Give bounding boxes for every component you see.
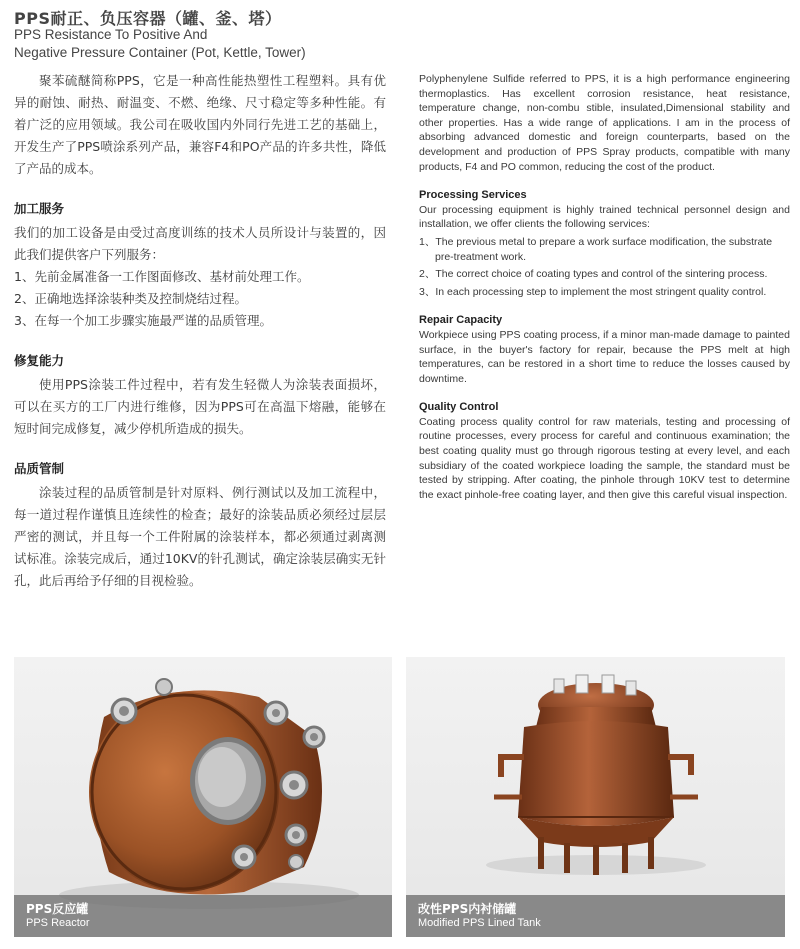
page-title-cn: PPS耐正、负压容器（罐、釜、塔） <box>14 9 282 28</box>
tank-caption-en: Modified PPS Lined Tank <box>418 917 541 929</box>
en-quality-paragraph: Coating process quality control for raw materials, testing and processing of routine processes, every process for careful and continuous examination; the best coating quality must go through rigorous testing at every level, and each subsidiary of the coated workpiece loading the sample, the standard must be tested by stripping. After coating, the pinhole through 10KV test to determine the exact pinhole-free coating layer, and then give this careful visual inspection. <box>419 415 790 501</box>
reactor-caption <box>14 895 392 937</box>
en-processing-list <box>419 235 790 299</box>
cn-processing-paragraph: 我们的加工设备是由受过高度训练的技术人员所设计与装置的，因此我们提供客户下列服务： <box>14 225 386 262</box>
list-item: 2、正确地选择涂装种类及控制烧结过程。 <box>14 291 247 306</box>
en-intro-paragraph: Polyphenylene Sulfide referred to PPS, it is a high performance engineering thermoplastics. Has excellent corrosion resistance, heat resistance, temperature change, non-combu stible, insulated,Dimensional stability and other properties. Has a wide range of applications. I am in the process of absorbing advanced domestic and foreign counterparts, based on the development and production of PPS Spray products, compatible with many products, F4 and PO common, reducing the cost of the product. <box>419 73 790 173</box>
reactor-caption-cn: PPS反应罐 <box>26 902 89 916</box>
reactor-caption-en: PPS Reactor <box>26 917 90 929</box>
en-repair-paragraph: Workpiece using PPS coating process, if a minor man-made damage to painted surface, in the buyer's factory for repair, because the PPS melt at high temperatures, can be restored in a short time to reduce the losses caused by downtime. <box>419 328 790 385</box>
en-processing-paragraph: Our processing equipment is highly trained technical personnel design and installation, we offer clients the following services: <box>419 203 790 231</box>
pps-reactor-photo <box>14 657 392 937</box>
cn-quality-heading: 品质管制 <box>14 461 65 476</box>
english-column <box>419 72 790 502</box>
list-item: 1、The previous metal to prepare a work surface modification, the substrate pre-treatment work. <box>419 235 773 263</box>
list-item: 3、In each processing step to implement the most stringent quality control. <box>419 285 767 298</box>
cn-repair-paragraph: 使用PPS涂装工件过程中，若有发生轻微人为涂装表面损坏，可以在买方的工厂内进行维修，因为PPS可在高温下熔融，能够在短时间完成修复，减少停机所造成的损失。 <box>14 377 386 436</box>
list-item: 2、The correct choice of coating types and control of the sintering process. <box>419 268 768 281</box>
tank-caption-cn: 改性PPS内衬储罐 <box>418 902 517 916</box>
page-title-en <box>14 26 306 62</box>
page-title-en-line1: PPS Resistance To Positive And <box>14 27 208 42</box>
cn-processing-heading: 加工服务 <box>14 201 65 216</box>
en-repair-heading: Repair Capacity <box>419 314 503 327</box>
en-processing-heading: Processing Services <box>419 189 527 202</box>
tank-caption <box>406 895 785 937</box>
list-item: 1、先前金属准备一工作图面修改、基材前处理工作。 <box>14 269 310 284</box>
en-quality-heading: Quality Control <box>419 401 499 414</box>
lined-tank-photo <box>406 657 785 937</box>
cn-quality-paragraph: 涂装过程的品质管制是针对原料、例行测试以及加工流程中，每一道过程作谨慎且连续性的检查；最好的涂装品质必须经过层层严密的测试，并且每一个工件附属的涂装样本，都必须通过剥离测试标准。涂装完成后，通过10KV的针孔测试，确定涂装层确实无针孔，此后再给予仔细的目视检验。 <box>14 485 386 588</box>
cn-processing-list <box>14 266 386 332</box>
cn-intro-paragraph: 聚苯硫醚简称PPS，它是一种高性能热塑性工程塑料。具有优异的耐蚀、耐热、耐温变、不燃、绝缘、尺寸稳定等多种性能。有着广泛的应用领域。我公司在吸收国内外同行先进工艺的基础上，开发生产了PPS喷涂系列产品，兼容F4和PO产品的许多共性，降低了产品的成本。 <box>14 73 386 176</box>
cn-repair-heading: 修复能力 <box>14 353 65 368</box>
chinese-column <box>14 70 386 592</box>
page-title-en-line2: Negative Pressure Container (Pot, Kettle, Tower) <box>14 45 306 60</box>
list-item: 3、在每一个加工步骤实施最严谨的品质管理。 <box>14 313 272 328</box>
